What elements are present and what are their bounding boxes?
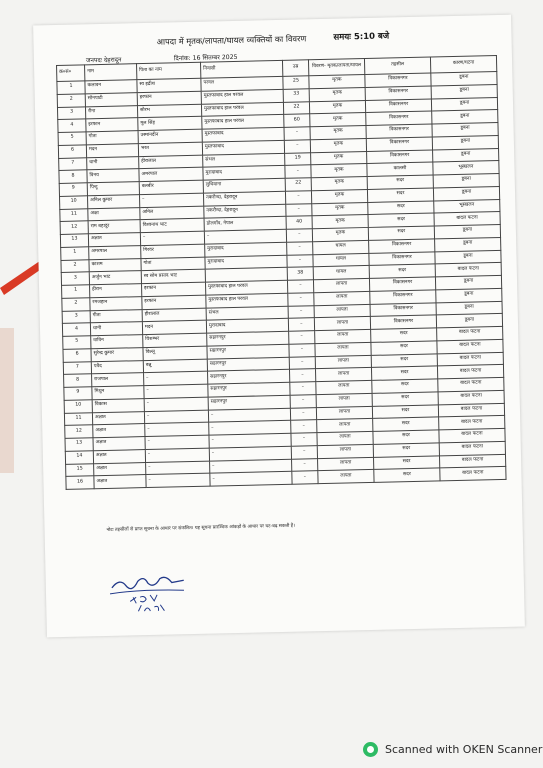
cell-name: अमरपाल [89,245,141,259]
document-page [33,15,525,638]
cell-tehsil: सदर [371,353,437,367]
cell-name: पिन्टू [87,182,139,196]
cell-father: विल्लू [143,346,207,360]
cell-sn: 9 [59,183,87,196]
cell-age: 25 [283,76,309,89]
cell-father: – [146,473,210,487]
cell-age: – [291,445,317,458]
cell-tehsil: सदर [367,175,433,189]
cell-status: मृतक [310,113,366,127]
cell-res: मुस्तफाबाद हाल परवल [205,280,287,295]
cell-sn: 10 [64,400,92,413]
cell-tehsil: सदर [369,264,435,278]
cell-tehsil: सदर [372,379,438,393]
cell-sn: 7 [59,157,87,170]
cell-res: मुस्तफाबाद [202,140,284,155]
cell-father: स्व इद्रीश [137,78,201,92]
cell-sn: 13 [60,234,88,247]
cell-res: मुस्तफाबाद हाल परवल [202,115,284,130]
cell-age: – [292,471,318,484]
cell-name: पवैद [91,360,143,374]
footnote: नोटः तहसीलों से प्राप्त सूचना के आधार पर संकलित। यह सूचना प्रारम्भिक आंकड़ों के आधार पर घट-बढ़ सकती है। [106,523,296,533]
cell-sn: 3 [57,106,85,119]
cell-name: अक्षा [88,207,140,221]
cell-cause: डूबना [431,84,497,98]
cell-age: – [289,356,315,369]
cell-sn: 6 [63,349,91,362]
cell-sn: 3 [62,310,90,323]
cell-res: सहारनपुर [208,395,290,410]
cell-res: लुधियाना [203,178,285,193]
cell-status: लापता [313,278,369,292]
cell-cause: डूबना [433,148,499,162]
cell-status: लापता [316,406,372,420]
cell-age: 22 [285,178,311,191]
cell-father: मदन [142,320,206,334]
cell-sn: 11 [60,208,88,221]
cell-father: इरफान [142,295,206,309]
cell-tehsil: विकासनगर [366,137,432,151]
cell-father: गिरवर [141,244,205,258]
scanner-label: Scanned with OKEN Scanner [385,743,543,756]
cell-name: राजपाल [92,373,144,387]
cell-status: मृतक [310,138,366,152]
cell-tehsil: कालसी [367,162,433,176]
cell-father: – [144,410,208,424]
cell-name: राम बहादुर [88,220,140,234]
cell-status: लापता [314,317,370,331]
cell-age: – [291,433,317,446]
cell-name: वाविन [91,335,143,349]
cell-name: हीरान [90,284,142,298]
cell-status: लापता [316,393,372,407]
cell-status: लापता [314,304,370,318]
cell-name: रमजहान [90,296,142,310]
cell-sn: 5 [63,336,91,349]
cell-cause: डूबना [431,71,497,85]
report-date: दिनांक: 16 सितम्बर 2025 [173,53,238,63]
cell-age: – [291,420,317,433]
cell-tehsil: विकासनगर [369,251,435,265]
cell-name: रीना [85,105,137,119]
cell-father: – [139,193,203,207]
column-header: निवासी [200,60,282,78]
column-header: नाम [85,64,137,81]
cell-name: काशम [89,258,141,272]
cell-age: – [285,190,311,203]
cell-tehsil: सदर [368,200,434,214]
cell-age: – [288,318,314,331]
cell-cause: बादल फटना [437,365,503,379]
cell-father: इरफान [142,282,206,296]
cell-name: अज्ञात [94,475,146,489]
cell-father: अमरपाल [139,167,203,181]
cell-tehsil: विकासनगर [369,239,435,253]
cell-name: अज्ञात [92,411,144,425]
cell-tehsil: विकासनगर [365,73,431,87]
cell-cause: डूबना [436,314,502,328]
cell-age: 19 [285,152,311,165]
cell-tehsil: सदर [373,417,439,431]
cell-cause: डूबना [433,173,499,187]
cell-name: मिथुन [92,386,144,400]
cell-sn: 8 [64,374,92,387]
cell-name: कलावन [85,80,137,94]
cell-cause: डूबना [433,186,499,200]
cell-res: मुरादाबाद [205,242,287,257]
cell-cause: बादल फटना [439,428,505,442]
cell-status: लापता [317,444,373,458]
cell-age: – [284,139,310,152]
cell-father: हीरालाल [142,308,206,322]
cell-tehsil: सदर [371,341,437,355]
cell-tehsil: विकासनगर [365,86,431,100]
cell-res: मुस्तफाबाद हाल परवल [201,102,283,117]
column-header: कारण/घटना [430,55,496,72]
cell-cause: डूबना [435,275,501,289]
cell-sn: 15 [66,463,94,476]
cell-cause: बादल फटना [437,352,503,366]
cell-status: लापता [317,419,373,433]
cell-cause: डूबना [432,135,498,149]
cell-sn: 4 [58,119,86,132]
cell-status: मृतक [311,164,367,178]
cell-father: गोता [141,257,205,271]
cell-sn: 7 [63,361,91,374]
cell-status: मृतक [311,176,367,190]
cell-status: लापता [315,342,371,356]
cell-status: लापता [315,355,371,369]
cell-sn: 2 [61,259,89,272]
district-label: जनपदः देहरादून [85,56,122,65]
cell-father: विशम्भर [143,333,207,347]
cell-cause: भूस्खलन [433,161,499,175]
cell-father: – [144,397,208,411]
cell-status: घायल [313,253,369,267]
cell-status: मृतक [310,125,366,139]
cell-res: मुरादाबाद [206,319,288,334]
cell-status: मृतक [312,215,368,229]
cell-cause: बादल फटना [439,416,505,430]
cell-name: विनय [87,169,139,183]
cell-father: – [146,461,210,475]
cell-age: 40 [286,216,312,229]
cell-father: स्व सोम प्रसाद भाट [141,269,205,283]
cell-status: मृतक [312,202,368,216]
cell-cause: बादल फटना [438,377,504,391]
cell-name: इरफान [86,118,138,132]
cell-sn: 4 [62,323,90,336]
cell-res: सहारनपुर [208,382,290,397]
cell-cause: बादल फटना [438,390,504,404]
column-header: उम्र [282,60,308,77]
cell-tehsil: सदर [371,366,437,380]
cell-status: मृतक [309,87,365,101]
cell-status: लापता [315,329,371,343]
cell-status: लापता [316,380,372,394]
cell-status: घायल [313,266,369,280]
cell-cause: डूबना [431,97,497,111]
cell-tehsil: सदर [372,392,438,406]
cell-sn: 16 [66,476,94,489]
cell-cause: बादल फटना [434,212,500,226]
cell-father: सौरभ [137,104,201,118]
cell-father: बलबीर [139,180,203,194]
cell-res: नकरौन्दा, देहरादून [203,191,285,206]
cell-tehsil: विकासनगर [366,111,432,125]
cell-cause: बादल फटना [437,326,503,340]
cell-name: अज्ञात [88,233,140,247]
cell-name: अज्ञात [93,424,145,438]
cell-father: हीरालाल [139,155,203,169]
cell-age: – [290,382,316,395]
cell-sn: 13 [65,438,93,451]
cell-father: उस्मानदीन [138,129,202,143]
cell-tehsil: सदर [373,443,439,457]
signature-handwritten [108,569,219,621]
cell-res: डोलगॉव, नेपाल [204,217,286,232]
cell-status: मृतक [309,74,365,88]
document-title: आपदा में मृतक/लापता/घायल व्यक्तियों का विवरण [156,33,307,47]
cell-res: – [208,408,290,423]
cell-tehsil: विकासनगर [365,98,431,112]
cell-res: सहारनपुर [207,344,289,359]
cell-age: – [287,241,313,254]
cell-cause: बादल फटना [438,403,504,417]
cell-cause: डूबना [432,122,498,136]
cell-tehsil: सदर [367,188,433,202]
cell-father: बन्नू [143,359,207,373]
cell-status: मृतक [309,100,365,114]
cell-cause: बादल फटना [439,441,505,455]
cell-res: नकरौन्दा, देहरादून [204,204,286,219]
cell-sn: 1 [61,247,89,260]
report-time: समयः 5:10 बजे [333,31,390,43]
cell-age: – [286,229,312,242]
cell-cause: बादल फटना [435,263,501,277]
cell-res: मुस्तफाबाद हाल परवल [206,293,288,308]
cell-tehsil: विकासनगर [366,124,432,138]
cell-age: – [290,407,316,420]
cell-res: – [209,446,291,461]
cell-sn: 11 [64,412,92,425]
cell-father: – [140,231,204,245]
cell-res: संभल [206,306,288,321]
cell-tehsil: विकासनगर [370,290,436,304]
cell-sn: 9 [64,387,92,400]
cell-tehsil: सदर [374,468,440,482]
cell-cause: डूबना [434,224,500,238]
cell-name: धानी [90,322,142,336]
cell-name: धानी [87,156,139,170]
cell-status: मृतक [311,189,367,203]
cell-res: मुरादाबाद [205,255,287,270]
cell-father: विश्वनाथ भाट [140,218,204,232]
cell-status: लापता [318,457,374,471]
cell-sn: 5 [58,132,86,145]
cell-name: सोनपाटी [85,92,137,106]
cell-sn: 8 [59,170,87,183]
cell-father: भरत [138,142,202,156]
cell-cause: डूबना [435,237,501,251]
cell-status: मृतक [311,151,367,165]
cell-tehsil: विकासनगर [367,149,433,163]
cell-father: – [145,448,209,462]
cell-name: गोता [86,131,138,145]
cell-res: सहारनपुर [207,331,289,346]
cell-age: – [287,280,313,293]
cell-tehsil: सदर [373,430,439,444]
cell-res: मुस्तफाबाद [202,127,284,142]
cell-tehsil: सदर [373,455,439,469]
cell-res: सहारनपुर [208,370,290,385]
cell-res: मुस्तफाबाद हाल परवल [201,89,283,104]
cell-tehsil: सदर [368,213,434,227]
scanner-watermark [363,742,542,757]
cell-status: मृतक [312,227,368,241]
cell-father: इरफान [137,91,201,105]
cell-tehsil: सदर [368,226,434,240]
cell-father: मूल सिंह [138,116,202,130]
cell-status: घायल [313,240,369,254]
cell-age: – [288,292,314,305]
cell-cause: डूबना [432,110,498,124]
cell-name: मदन [86,143,138,157]
cell-age: – [284,127,310,140]
cell-age: – [290,394,316,407]
cell-sn: 12 [65,425,93,438]
table-body [57,71,506,489]
cell-tehsil: सदर [371,328,437,342]
cell-sn: 2 [62,298,90,311]
cell-age: – [288,305,314,318]
cell-age: 22 [283,101,309,114]
cell-age: – [289,331,315,344]
cell-age: – [292,458,318,471]
cell-res: – [209,421,291,436]
cell-res: – [210,459,292,474]
column-header: विवरण- मृतक/लापता/घायल [308,58,364,75]
cell-cause: बादल फटना [439,454,505,468]
cell-age: 38 [287,267,313,280]
cell-cause: डूबना [435,250,501,264]
cell-sn: 6 [58,145,86,158]
cell-cause: बादल फटना [437,339,503,353]
cell-tehsil: सदर [372,404,438,418]
cell-age: 60 [284,114,310,127]
cell-father: – [145,435,209,449]
cell-age: – [285,165,311,178]
cell-name: गीता [90,309,142,323]
cell-sn: 14 [65,450,93,463]
cell-tehsil: विकासनगर [370,302,436,316]
cell-res: मुरादाबाद [203,166,285,181]
cell-res: सहारनपुर [207,357,289,372]
cell-name: अर्जुन भाट [89,271,141,285]
cell-age: – [289,343,315,356]
cell-sn: 3 [61,272,89,285]
left-edge-object [0,328,14,473]
cell-age: – [286,203,312,216]
cell-sn: 1 [62,285,90,298]
cell-res: परवल [201,76,283,91]
column-header: पिता का नाम [137,62,201,79]
cell-age: 33 [283,89,309,102]
cell-name: अज्ञात [93,449,145,463]
cell-father: – [145,422,209,436]
cell-cause: बादल फटना [440,467,506,481]
cell-age: – [289,369,315,382]
cell-cause: भूस्खलन [434,199,500,213]
cell-res: – [209,433,291,448]
cell-tehsil: विकासनगर [370,315,436,329]
column-header: क्र०सं० [57,65,85,82]
cell-status: लापता [318,470,374,484]
cell-name: अज्ञात [93,437,145,451]
cell-cause: डूबना [436,301,502,315]
cell-cause: डूबना [436,288,502,302]
cell-status: लापता [314,291,370,305]
cell-sn: 1 [57,81,85,94]
cell-name: अज्ञात [94,462,146,476]
cell-name: विकास [92,398,144,412]
cell-tehsil: विकासनगर [369,277,435,291]
scanner-logo-icon [363,742,378,757]
column-header: तहसील [364,57,430,74]
cell-status: लापता [315,368,371,382]
casualty-table [56,55,507,490]
cell-age: – [287,254,313,267]
cell-res: – [204,229,286,244]
cell-res: संभल [203,153,285,168]
cell-name: सुरेन्द्र कुमार [91,347,143,361]
cell-father: अनिल [140,206,204,220]
cell-father: – [144,384,208,398]
cell-status: लापता [317,431,373,445]
cell-sn: 12 [60,221,88,234]
cell-sn: 2 [57,94,85,107]
cell-res: – [210,471,292,486]
cell-sn: 10 [59,196,87,209]
cell-name: अनिल कुमार [87,194,139,208]
cell-father: – [144,371,208,385]
